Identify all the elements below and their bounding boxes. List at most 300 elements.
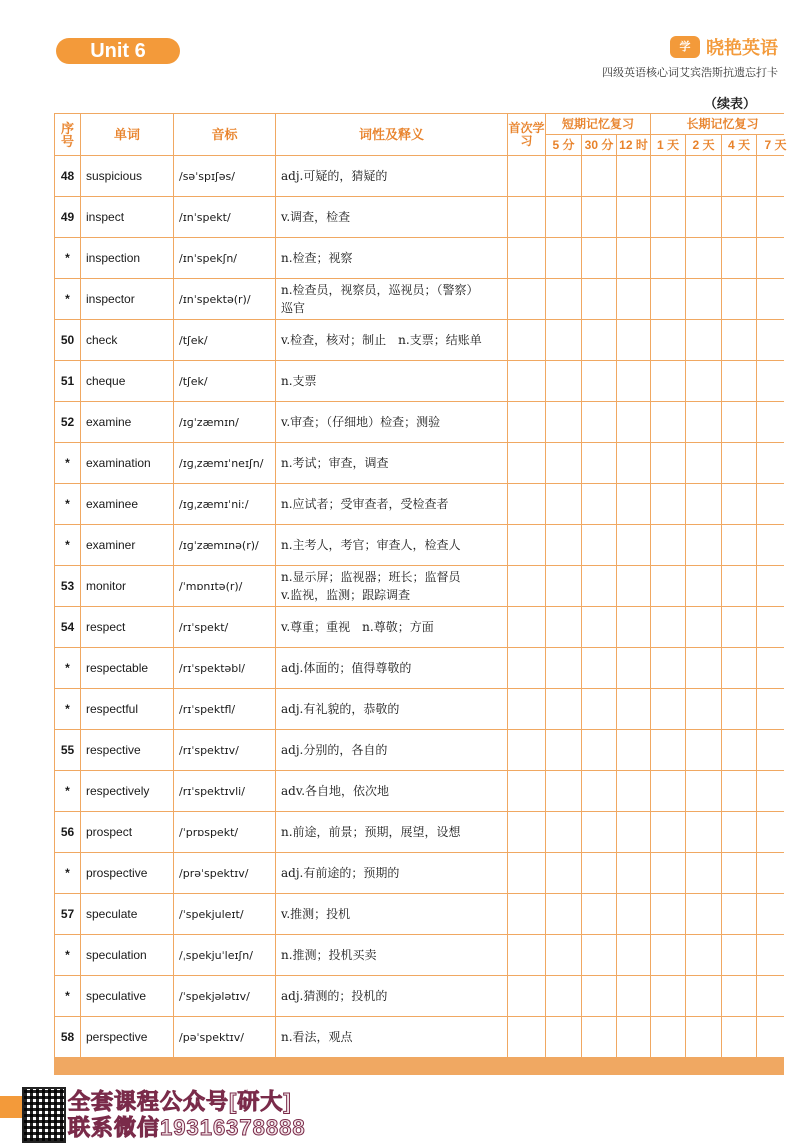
review-checkbox-cell[interactable] <box>757 812 794 852</box>
definition-cell <box>276 156 507 196</box>
row-number: 54 <box>55 607 80 647</box>
review-checkbox-cell[interactable] <box>508 771 545 811</box>
phonetic-cell: /ˈmɒnɪtə(r)/ <box>174 566 275 606</box>
review-checkbox-cell[interactable] <box>722 525 756 565</box>
header-interval: 7 天 <box>757 135 794 155</box>
review-checkbox-cell[interactable] <box>757 853 794 893</box>
review-checkbox-cell[interactable] <box>546 566 581 606</box>
review-checkbox-cell[interactable] <box>617 648 650 688</box>
review-checkbox-cell[interactable] <box>651 238 685 278</box>
word-cell: inspect <box>81 197 173 237</box>
review-checkbox-cell[interactable] <box>686 894 721 934</box>
review-checkbox-cell[interactable] <box>617 197 650 237</box>
definition-cell <box>276 279 507 319</box>
review-checkbox-cell[interactable] <box>722 607 756 647</box>
review-checkbox-cell[interactable] <box>582 853 616 893</box>
phonetic-cell: /ˈprɒspekt/ <box>174 812 275 852</box>
review-checkbox-cell[interactable] <box>686 443 721 483</box>
review-checkbox-cell[interactable] <box>686 279 721 319</box>
phonetic-cell: /səˈspɪʃəs/ <box>174 156 275 196</box>
review-checkbox-cell[interactable] <box>651 156 685 196</box>
row-number: 49 <box>55 197 80 237</box>
brand-name: 晓艳英语 <box>706 38 778 58</box>
review-checkbox-cell[interactable] <box>617 976 650 1016</box>
phonetic-cell: /ɪɡˈzæmɪnə(r)/ <box>174 525 275 565</box>
review-checkbox-cell[interactable] <box>546 771 581 811</box>
review-checkbox-cell[interactable] <box>651 566 685 606</box>
review-checkbox-cell[interactable] <box>546 279 581 319</box>
review-checkbox-cell[interactable] <box>651 812 685 852</box>
review-checkbox-cell[interactable] <box>757 648 794 688</box>
review-checkbox-cell[interactable] <box>757 320 794 360</box>
review-checkbox-cell[interactable] <box>651 648 685 688</box>
review-checkbox-cell[interactable] <box>508 156 545 196</box>
review-checkbox-cell[interactable] <box>722 197 756 237</box>
review-checkbox-cell[interactable] <box>686 935 721 975</box>
review-checkbox-cell[interactable] <box>582 1017 616 1057</box>
review-checkbox-cell[interactable] <box>508 197 545 237</box>
review-checkbox-cell[interactable] <box>617 484 650 524</box>
phonetic-cell: /ɪnˈspekʃn/ <box>174 238 275 278</box>
word-cell: speculate <box>81 894 173 934</box>
definition-line: adj.可疑的，猜疑的 <box>281 169 388 183</box>
word-cell: respective <box>81 730 173 770</box>
review-checkbox-cell[interactable] <box>651 361 685 401</box>
review-checkbox-cell[interactable] <box>508 935 545 975</box>
definition-cell <box>276 443 507 483</box>
definition-line: v.推测；投机 <box>281 907 351 921</box>
definition-line: n.看法，观点 <box>281 1030 353 1044</box>
review-checkbox-cell[interactable] <box>757 566 794 606</box>
review-checkbox-cell[interactable] <box>757 197 794 237</box>
definition-cell <box>276 1017 507 1057</box>
review-checkbox-cell[interactable] <box>651 935 685 975</box>
row-number: 57 <box>55 894 80 934</box>
review-checkbox-cell[interactable] <box>722 771 756 811</box>
review-checkbox-cell[interactable] <box>546 648 581 688</box>
review-checkbox-cell[interactable] <box>617 156 650 196</box>
header-interval: 4 天 <box>722 135 756 155</box>
word-cell: examiner <box>81 525 173 565</box>
definition-line: adj.体面的；值得尊敬的 <box>281 661 412 675</box>
review-checkbox-cell[interactable] <box>686 771 721 811</box>
review-checkbox-cell[interactable] <box>722 935 756 975</box>
promo-watermark <box>68 1089 306 1141</box>
definition-line: n.检查员，视察员，巡视员；（警察） <box>281 283 479 297</box>
row-number: 48 <box>55 156 80 196</box>
review-checkbox-cell[interactable] <box>546 607 581 647</box>
review-checkbox-cell[interactable] <box>617 894 650 934</box>
review-checkbox-cell[interactable] <box>508 320 545 360</box>
review-checkbox-cell[interactable] <box>582 607 616 647</box>
definition-line: n.主考人，考官；审查人，检查人 <box>281 538 461 552</box>
review-checkbox-cell[interactable] <box>617 689 650 729</box>
review-checkbox-cell[interactable] <box>757 484 794 524</box>
review-checkbox-cell[interactable] <box>582 402 616 442</box>
phonetic-cell: /ɪnˈspekt/ <box>174 197 275 237</box>
review-checkbox-cell[interactable] <box>757 1017 794 1057</box>
review-checkbox-cell[interactable] <box>582 730 616 770</box>
word-cell: prospective <box>81 853 173 893</box>
review-checkbox-cell[interactable] <box>651 197 685 237</box>
definition-line: adj.分别的，各自的 <box>281 743 388 757</box>
definition-line: adj.有前途的；预期的 <box>281 866 400 880</box>
review-checkbox-cell[interactable] <box>757 976 794 1016</box>
review-checkbox-cell[interactable] <box>617 812 650 852</box>
word-cell: examine <box>81 402 173 442</box>
review-checkbox-cell[interactable] <box>651 976 685 1016</box>
row-number: * <box>55 935 80 975</box>
review-checkbox-cell[interactable] <box>686 402 721 442</box>
header-first-study: 首次学习 <box>508 114 545 155</box>
row-number: * <box>55 771 80 811</box>
definition-line: 巡官 <box>281 301 306 315</box>
review-checkbox-cell[interactable] <box>582 484 616 524</box>
review-checkbox-cell[interactable] <box>546 812 581 852</box>
footer-accent-bar <box>0 1096 22 1118</box>
word-cell: monitor <box>81 566 173 606</box>
review-checkbox-cell[interactable] <box>651 525 685 565</box>
review-checkbox-cell[interactable] <box>617 361 650 401</box>
word-cell: speculation <box>81 935 173 975</box>
review-checkbox-cell[interactable] <box>686 689 721 729</box>
review-checkbox-cell[interactable] <box>722 812 756 852</box>
review-checkbox-cell[interactable] <box>546 484 581 524</box>
word-cell: inspector <box>81 279 173 319</box>
review-checkbox-cell[interactable] <box>546 402 581 442</box>
row-number: 55 <box>55 730 80 770</box>
review-checkbox-cell[interactable] <box>508 812 545 852</box>
review-checkbox-cell[interactable] <box>582 771 616 811</box>
definition-line: adj.有礼貌的，恭敬的 <box>281 702 400 716</box>
header-short-term: 短期记忆复习 <box>546 114 650 134</box>
review-checkbox-cell[interactable] <box>508 443 545 483</box>
phonetic-cell: /ˌspekjuˈleɪʃn/ <box>174 935 275 975</box>
phonetic-cell: /rɪˈspektəbl/ <box>174 648 275 688</box>
review-checkbox-cell[interactable] <box>617 238 650 278</box>
definition-line: n.支票 <box>281 374 317 388</box>
definition-cell <box>276 566 507 606</box>
review-checkbox-cell[interactable] <box>686 197 721 237</box>
promo-line: 联系微信19316378888 <box>68 1115 306 1140</box>
definition-cell <box>276 935 507 975</box>
review-checkbox-cell[interactable] <box>686 730 721 770</box>
review-checkbox-cell[interactable] <box>722 730 756 770</box>
review-checkbox-cell[interactable] <box>617 402 650 442</box>
review-checkbox-cell[interactable] <box>508 1017 545 1057</box>
definition-line: v.尊重；重视 n.尊敬；方面 <box>281 620 434 634</box>
review-checkbox-cell[interactable] <box>546 525 581 565</box>
phonetic-cell: /tʃek/ <box>174 320 275 360</box>
word-cell: examinee <box>81 484 173 524</box>
review-checkbox-cell[interactable] <box>722 320 756 360</box>
phonetic-cell: /pəˈspektɪv/ <box>174 1017 275 1057</box>
row-number: * <box>55 525 80 565</box>
word-cell: prospect <box>81 812 173 852</box>
review-checkbox-cell[interactable] <box>582 197 616 237</box>
review-checkbox-cell[interactable] <box>617 443 650 483</box>
phonetic-cell: /ˈspekjuleɪt/ <box>174 894 275 934</box>
header-interval: 30 分 <box>582 135 616 155</box>
unit-title: Unit 6 <box>56 38 180 64</box>
review-checkbox-cell[interactable] <box>651 279 685 319</box>
review-checkbox-cell[interactable] <box>617 320 650 360</box>
phonetic-cell: /rɪˈspektfl/ <box>174 689 275 729</box>
definition-line: n.前途，前景；预期，展望，设想 <box>281 825 461 839</box>
review-checkbox-cell[interactable] <box>582 320 616 360</box>
review-checkbox-cell[interactable] <box>508 402 545 442</box>
review-checkbox-cell[interactable] <box>686 607 721 647</box>
review-checkbox-cell[interactable] <box>686 853 721 893</box>
phonetic-cell: /tʃek/ <box>174 361 275 401</box>
review-checkbox-cell[interactable] <box>722 279 756 319</box>
phonetic-cell: /ˈspekjələtɪv/ <box>174 976 275 1016</box>
review-checkbox-cell[interactable] <box>582 894 616 934</box>
header-long-term: 长期记忆复习 <box>651 114 794 134</box>
review-checkbox-cell[interactable] <box>651 730 685 770</box>
review-checkbox-cell[interactable] <box>686 238 721 278</box>
word-cell: examination <box>81 443 173 483</box>
review-checkbox-cell[interactable] <box>757 443 794 483</box>
definition-line: v.调查，检查 <box>281 210 351 224</box>
review-checkbox-cell[interactable] <box>651 320 685 360</box>
review-checkbox-cell[interactable] <box>757 894 794 934</box>
review-checkbox-cell[interactable] <box>546 197 581 237</box>
phonetic-cell: /rɪˈspektɪv/ <box>174 730 275 770</box>
review-checkbox-cell[interactable] <box>757 279 794 319</box>
word-cell: cheque <box>81 361 173 401</box>
review-checkbox-cell[interactable] <box>757 156 794 196</box>
definition-line: v.检查，核对；制止 n.支票；结账单 <box>281 333 482 347</box>
definition-line: n.应试者；受审查者，受检查者 <box>281 497 449 511</box>
review-checkbox-cell[interactable] <box>546 1017 581 1057</box>
review-checkbox-cell[interactable] <box>546 320 581 360</box>
header-no: 序号 <box>55 114 80 155</box>
review-checkbox-cell[interactable] <box>582 976 616 1016</box>
definition-cell <box>276 361 507 401</box>
review-checkbox-cell[interactable] <box>722 361 756 401</box>
definition-cell <box>276 894 507 934</box>
row-number: * <box>55 238 80 278</box>
definition-cell <box>276 320 507 360</box>
review-checkbox-cell[interactable] <box>686 484 721 524</box>
review-checkbox-cell[interactable] <box>582 361 616 401</box>
review-checkbox-cell[interactable] <box>508 607 545 647</box>
review-checkbox-cell[interactable] <box>617 853 650 893</box>
review-checkbox-cell[interactable] <box>686 1017 721 1057</box>
header-interval: 12 时 <box>617 135 650 155</box>
definition-cell <box>276 689 507 729</box>
review-checkbox-cell[interactable] <box>546 443 581 483</box>
brand <box>670 34 778 60</box>
review-checkbox-cell[interactable] <box>582 935 616 975</box>
row-number: * <box>55 853 80 893</box>
row-number: * <box>55 484 80 524</box>
review-checkbox-cell[interactable] <box>582 156 616 196</box>
review-checkbox-cell[interactable] <box>546 894 581 934</box>
review-checkbox-cell[interactable] <box>617 607 650 647</box>
definition-line: v.监视，监测；跟踪调查 <box>281 588 411 602</box>
row-number: 51 <box>55 361 80 401</box>
review-checkbox-cell[interactable] <box>508 853 545 893</box>
definition-line: adj.猜测的；投机的 <box>281 989 388 1003</box>
row-number: * <box>55 689 80 729</box>
row-number: * <box>55 648 80 688</box>
phonetic-cell: /ɪnˈspektə(r)/ <box>174 279 275 319</box>
definition-line: n.显示屏；监视器；班长；监督员 <box>281 570 461 584</box>
review-checkbox-cell[interactable] <box>546 976 581 1016</box>
word-cell: respectively <box>81 771 173 811</box>
review-checkbox-cell[interactable] <box>617 771 650 811</box>
definition-cell <box>276 853 507 893</box>
review-checkbox-cell[interactable] <box>508 361 545 401</box>
review-checkbox-cell[interactable] <box>508 566 545 606</box>
definition-cell <box>276 197 507 237</box>
review-checkbox-cell[interactable] <box>651 771 685 811</box>
definition-cell <box>276 771 507 811</box>
review-checkbox-cell[interactable] <box>617 566 650 606</box>
review-checkbox-cell[interactable] <box>686 566 721 606</box>
row-number: 58 <box>55 1017 80 1057</box>
review-checkbox-cell[interactable] <box>651 443 685 483</box>
review-checkbox-cell[interactable] <box>722 156 756 196</box>
review-checkbox-cell[interactable] <box>722 976 756 1016</box>
review-checkbox-cell[interactable] <box>757 935 794 975</box>
row-number: 56 <box>55 812 80 852</box>
definition-cell <box>276 525 507 565</box>
qr-code-icon <box>22 1087 66 1143</box>
review-checkbox-cell[interactable] <box>722 894 756 934</box>
definition-line: v.审查；（仔细地）检查；测验 <box>281 415 441 429</box>
review-checkbox-cell[interactable] <box>508 238 545 278</box>
review-checkbox-cell[interactable] <box>617 730 650 770</box>
review-checkbox-cell[interactable] <box>546 361 581 401</box>
review-checkbox-cell[interactable] <box>582 566 616 606</box>
definition-line: adv.各自地，依次地 <box>281 784 390 798</box>
review-checkbox-cell[interactable] <box>582 238 616 278</box>
header-definition: 词性及释义 <box>276 114 507 155</box>
review-checkbox-cell[interactable] <box>508 894 545 934</box>
word-cell: perspective <box>81 1017 173 1057</box>
review-checkbox-cell[interactable] <box>582 648 616 688</box>
definition-cell <box>276 648 507 688</box>
review-checkbox-cell[interactable] <box>757 730 794 770</box>
definition-cell <box>276 730 507 770</box>
review-checkbox-cell[interactable] <box>757 238 794 278</box>
phonetic-cell: /ɪɡˌzæmɪˈniː/ <box>174 484 275 524</box>
review-checkbox-cell[interactable] <box>722 402 756 442</box>
review-checkbox-cell[interactable] <box>651 1017 685 1057</box>
review-checkbox-cell[interactable] <box>582 443 616 483</box>
review-checkbox-cell[interactable] <box>508 279 545 319</box>
phonetic-cell: /ɪɡˈzæmɪn/ <box>174 402 275 442</box>
review-checkbox-cell[interactable] <box>546 853 581 893</box>
review-checkbox-cell[interactable] <box>757 525 794 565</box>
review-checkbox-cell[interactable] <box>508 484 545 524</box>
review-checkbox-cell[interactable] <box>617 1017 650 1057</box>
review-checkbox-cell[interactable] <box>651 689 685 729</box>
review-checkbox-cell[interactable] <box>508 525 545 565</box>
review-checkbox-cell[interactable] <box>651 402 685 442</box>
review-checkbox-cell[interactable] <box>546 935 581 975</box>
review-checkbox-cell[interactable] <box>757 402 794 442</box>
definition-line: n.考试；审查，调查 <box>281 456 389 470</box>
promo-line: 全套课程公众号[研大] <box>68 1089 292 1114</box>
definition-line: n.检查；视察 <box>281 251 353 265</box>
review-checkbox-cell[interactable] <box>686 156 721 196</box>
review-checkbox-cell[interactable] <box>722 443 756 483</box>
row-number: * <box>55 443 80 483</box>
review-checkbox-cell[interactable] <box>582 279 616 319</box>
review-checkbox-cell[interactable] <box>651 894 685 934</box>
definition-cell <box>276 238 507 278</box>
header-phonetic: 音标 <box>174 114 275 155</box>
review-checkbox-cell[interactable] <box>546 238 581 278</box>
review-checkbox-cell[interactable] <box>651 607 685 647</box>
review-checkbox-cell[interactable] <box>722 689 756 729</box>
review-checkbox-cell[interactable] <box>582 525 616 565</box>
review-checkbox-cell[interactable] <box>757 607 794 647</box>
review-checkbox-cell[interactable] <box>722 484 756 524</box>
review-checkbox-cell[interactable] <box>722 853 756 893</box>
review-checkbox-cell[interactable] <box>757 361 794 401</box>
word-cell: suspicious <box>81 156 173 196</box>
review-checkbox-cell[interactable] <box>651 853 685 893</box>
page-subtitle: 四级英语核心词艾宾浩斯抗遗忘打卡 <box>602 67 778 79</box>
row-number: 53 <box>55 566 80 606</box>
phonetic-cell: /ɪɡˌzæmɪˈneɪʃn/ <box>174 443 275 483</box>
review-checkbox-cell[interactable] <box>582 689 616 729</box>
review-checkbox-cell[interactable] <box>582 812 616 852</box>
review-checkbox-cell[interactable] <box>617 525 650 565</box>
review-checkbox-cell[interactable] <box>722 648 756 688</box>
word-cell: respectable <box>81 648 173 688</box>
review-checkbox-cell[interactable] <box>546 730 581 770</box>
review-checkbox-cell[interactable] <box>722 238 756 278</box>
definition-cell <box>276 976 507 1016</box>
word-cell: respect <box>81 607 173 647</box>
review-checkbox-cell[interactable] <box>722 566 756 606</box>
header-interval: 1 天 <box>651 135 685 155</box>
review-checkbox-cell[interactable] <box>686 320 721 360</box>
review-checkbox-cell[interactable] <box>686 525 721 565</box>
review-checkbox-cell[interactable] <box>686 361 721 401</box>
row-number: * <box>55 976 80 1016</box>
review-checkbox-cell[interactable] <box>617 279 650 319</box>
review-checkbox-cell[interactable] <box>508 976 545 1016</box>
review-checkbox-cell[interactable] <box>757 771 794 811</box>
phonetic-cell: /prəˈspektɪv/ <box>174 853 275 893</box>
review-checkbox-cell[interactable] <box>686 648 721 688</box>
review-checkbox-cell[interactable] <box>686 976 721 1016</box>
review-checkbox-cell[interactable] <box>546 689 581 729</box>
review-checkbox-cell[interactable] <box>508 730 545 770</box>
phonetic-cell: /rɪˈspekt/ <box>174 607 275 647</box>
review-checkbox-cell[interactable] <box>651 484 685 524</box>
review-checkbox-cell[interactable] <box>508 648 545 688</box>
review-checkbox-cell[interactable] <box>508 689 545 729</box>
row-number: 52 <box>55 402 80 442</box>
header-interval: 5 分 <box>546 135 581 155</box>
review-checkbox-cell[interactable] <box>686 812 721 852</box>
review-checkbox-cell[interactable] <box>617 935 650 975</box>
review-checkbox-cell[interactable] <box>757 689 794 729</box>
review-checkbox-cell[interactable] <box>546 156 581 196</box>
review-checkbox-cell[interactable] <box>722 1017 756 1057</box>
brand-logo-icon: 学 <box>670 36 700 58</box>
word-cell: inspection <box>81 238 173 278</box>
word-cell: check <box>81 320 173 360</box>
